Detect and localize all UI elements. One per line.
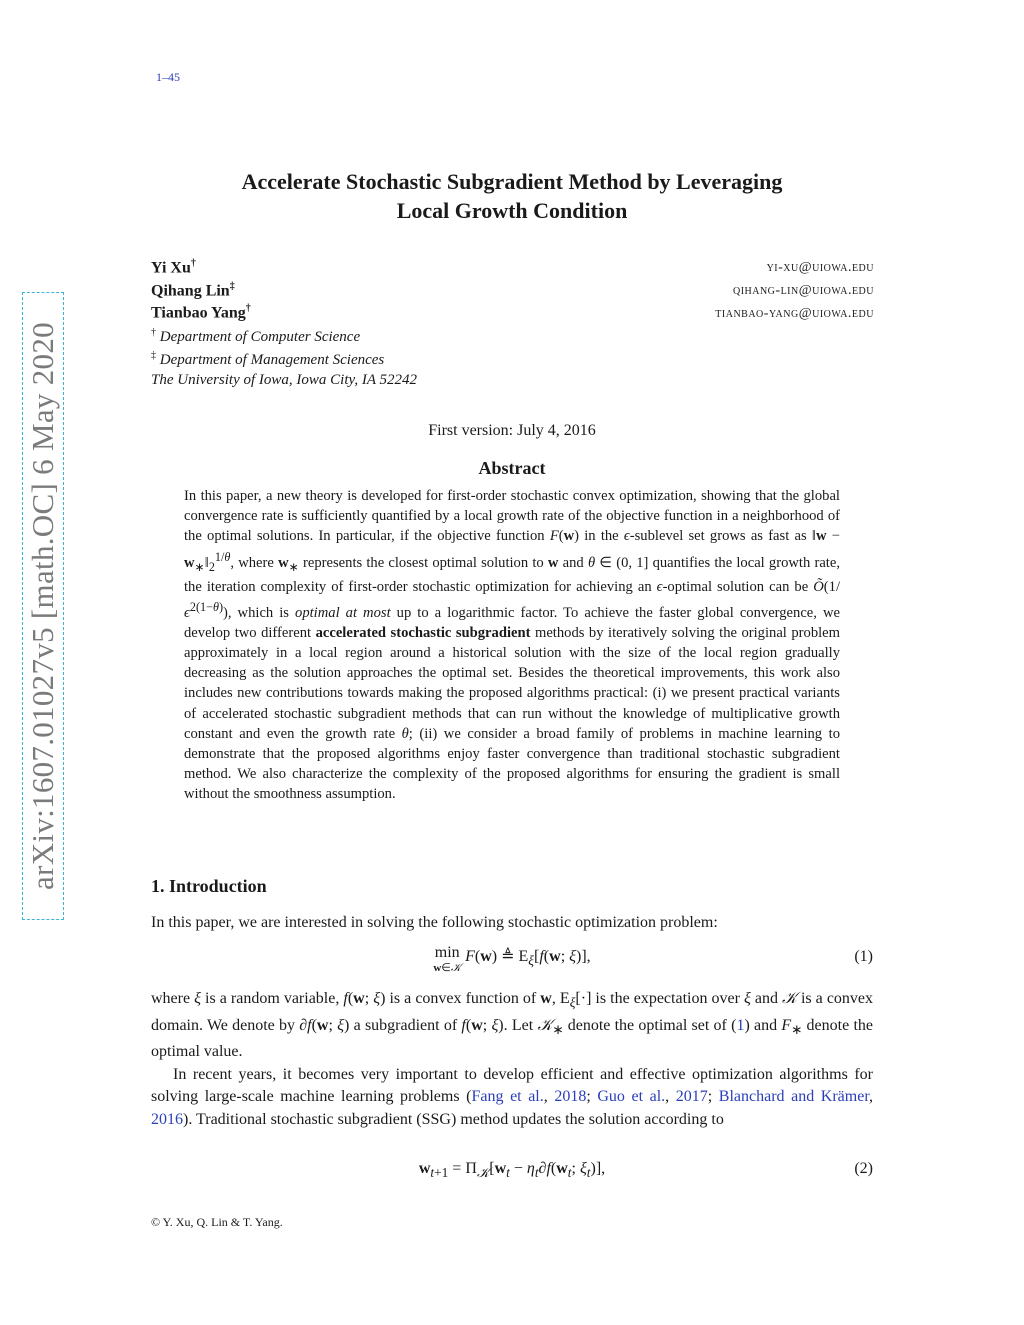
- intro-paragraph-1: In this paper, we are interested in solving the following stochastic optimization problem:: [151, 914, 718, 931]
- citation-blanchard-year[interactable]: 2016: [151, 1110, 183, 1128]
- citation-guo[interactable]: Guo et al.: [597, 1088, 666, 1106]
- author-3-mark: †: [245, 303, 251, 314]
- affiliation-2-mark: ‡: [151, 350, 156, 361]
- equation-1-math: min w∈𝒦 F(w) ≜ $E_\xi[f(w$; ξ)],: [433, 944, 591, 974]
- abstract-heading: Abstract: [478, 458, 546, 478]
- intro-paragraph-2: where ξ is a random variable, f(w; ξ) is a convex function of w, $E_\xi[\cdot]$ is the expectation over ξ and 𝒦 is a convex domain. We denote by ∂f(w; ξ) a subgradient of f(w; ξ). Let 𝒦$_∗$ denote the optimal set of (1) and $F_∗$ denote the optimal value. In recent years, it becomes very important to develop efficient and effective optimization algorithms for solving large-scale machine learning problems (Fang et al., 2018; Guo et al., 2017; Blanchard and Krämer, 2016). Traditional stochastic subgradient (SSG) method updates the solution according to: [151, 990, 874, 1128]
- author-1-name: Yi Xu: [151, 259, 191, 277]
- affiliation-1-mark: †: [151, 327, 156, 338]
- author-2-email: qihang-lin@uiowa.edu: [732, 283, 874, 298]
- equation-2: [151, 1160, 873, 1184]
- author-3: [151, 303, 251, 322]
- affiliation-2-text: Department of Management Sciences: [159, 352, 385, 368]
- author-2-mark: ‡: [229, 281, 235, 292]
- copyright-notice: © Y. Xu, Q. Lin & T. Yang.: [151, 1215, 283, 1229]
- affiliation-3: The University of Iowa, Iowa City, IA 52242: [151, 372, 417, 388]
- equation-2-number: (2): [854, 1160, 873, 1177]
- title-line-1: Accelerate Stochastic Subgradient Method by Leveraging: [241, 169, 783, 194]
- paper-title: [150, 167, 874, 225]
- arxiv-stamp: arXiv:1607.01027v5 [math.OC] 6 May 2020: [25, 322, 60, 890]
- first-version: First version: July 4, 2016: [428, 422, 596, 439]
- arxiv-stamp-box[interactable]: [22, 292, 64, 920]
- title-line-2: Local Growth Condition: [396, 198, 628, 223]
- author-1-email: yi-xu@uiowa.edu: [766, 260, 874, 275]
- page-range[interactable]: 1–45: [156, 70, 180, 84]
- equation-1-number: (1): [854, 948, 873, 965]
- author-2: [151, 281, 235, 300]
- section-heading-introduction: 1. Introduction: [151, 876, 267, 896]
- author-3-email: tianbao-yang@uiowa.edu: [715, 306, 874, 321]
- equation-1: [151, 946, 873, 980]
- citation-fang[interactable]: Fang et al.: [471, 1088, 544, 1106]
- citation-guo-year[interactable]: 2017: [675, 1088, 708, 1106]
- author-2-name: Qihang Lin: [151, 282, 230, 300]
- abstract-body: In this paper, a new theory is developed for first-order stochastic convex optimization, showing that the global convergence rate is sufficiently quantified by a local growth rate of the objective function in a neighborhood of the optimal solutions. In particular, if the objective function F(w) in the ϵ-sublevel set grows as fast as ‖w − $w_∗‖_2^{1/\theta}$, where $w_∗$ represents the closest optimal solution to w and θ ∈ (0, 1] quantifies the local growth rate, the iteration complexity of first-order stochastic optimization for achieving an ϵ-optimal solution can be $Õ(1/\epsilon^{2(1-\theta)})$, which is optimal at most up to a logarithmic factor. To achieve the faster global convergence, we develop two different accelerated stochastic subgradient methods by iteratively solving the original problem approximately in a local region around a historical solution with the size of the local region gradually decreasing as the solution approaches the optimal set. Besides the theoretical improvements, this work also includes new contributions towards making the proposed algorithms practical: (i) we present practical variants of accelerated stochastic subgradient methods that can run without the knowledge of multiplicative growth constant and even the growth rate θ; (ii) we consider a broad family of problems in machine learning to demonstrate that the proposed algorithms enjoy faster convergence than traditional stochastic subgradient method. We also characterize the complexity of the proposed algorithms for ensuring the gradient is small without the smoothness assumption.: [184, 488, 841, 803]
- author-1: [151, 258, 196, 277]
- affiliation-1-text: Department of Computer Science: [159, 329, 361, 345]
- author-3-name: Tianbao Yang: [151, 304, 246, 322]
- affiliation-2: [151, 350, 384, 369]
- author-1-mark: †: [190, 258, 196, 269]
- citation-fang-year[interactable]: 2018: [554, 1088, 587, 1106]
- affiliation-1: [151, 327, 360, 346]
- equation-2-math: $w_{t+1} = \Pi_𝒦[w_t - \eta_t\partial f(w_t$; $\xi_t$)],: [418, 1160, 606, 1181]
- eq-ref-1[interactable]: 1: [736, 1016, 745, 1034]
- citation-blanchard[interactable]: Blanchard and Krämer: [718, 1088, 870, 1106]
